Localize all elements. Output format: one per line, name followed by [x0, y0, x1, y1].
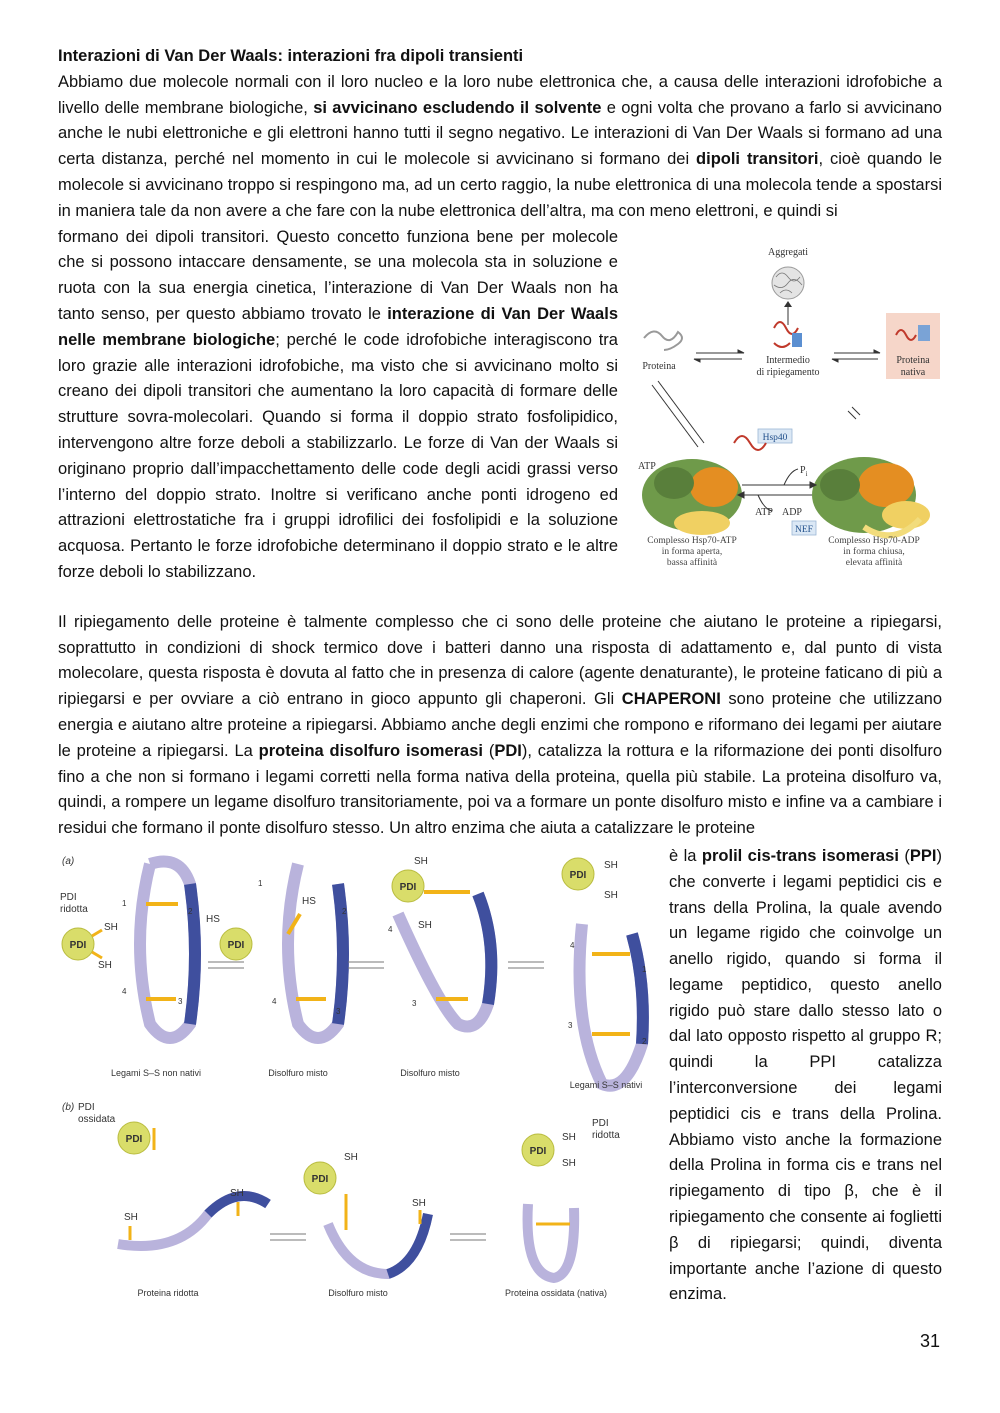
num-2-a2: 2 [342, 906, 347, 916]
text-with-pdi-figure [58, 844, 942, 1308]
page-content [58, 44, 942, 1308]
label-hsp40: Hsp40 [762, 432, 788, 443]
label-nef: NEF [795, 524, 813, 535]
pdi-label-a3: PDI [399, 881, 417, 893]
sh-label-b2-1: SH [344, 1151, 358, 1163]
paragraph-van-der-waals: Abbiamo due molecole normali con il loro nucleo e la loro nube elettronica che, a causa delle interazioni idrofobiche a livello delle membrane biologiche, si avvicinano escludendo il solvente e ogni volta che provano a farlo si avvicinano anche le nubi elettroniche e gli elettroni hanno tutti il segno negativo. Le interazioni di Van Der Waals si formano ad una certa distanza, perché nel momento in cui le molecole si avvicinano si formano dei dipoli transitori, cioè quando le molecole si avvicinano troppo si respingono ma, ad un certo raggio, la nube elettronica di una molecola tende a spostarsi in maniera tale da non avere a che fare con la nube elettronica dell’altra, ma con meno elettroni, e quindi si [58, 72, 942, 220]
label-nativa-2: nativa [900, 366, 926, 378]
sh-label-b1-2: SH [230, 1187, 244, 1199]
caption-b3: Proteina ossidata (nativa) [504, 1287, 608, 1298]
pdi-mechanism-figure [58, 844, 650, 1304]
pdi-ridotta-b-2: ridotta [592, 1129, 620, 1141]
label-pi: $P_i$ [800, 464, 808, 478]
panel-a-label: (a) [62, 855, 75, 867]
sh-label-a1-2: SH [98, 959, 112, 971]
caption-hsp70-atp-2: in forma aperta, [661, 546, 723, 557]
text-with-chaperone-figure [58, 225, 942, 586]
num-4-a1: 4 [122, 986, 127, 996]
num-4-a2: 4 [272, 996, 277, 1006]
num-1-a4: 1 [642, 964, 647, 974]
page-number: 31 [919, 1331, 940, 1351]
pdi-ridotta-b-1: PDI [592, 1117, 609, 1129]
sh-label-a4-2: SH [604, 889, 618, 901]
sh-label-b3-1: SH [562, 1131, 576, 1143]
pdi-label-b2: PDI [311, 1173, 329, 1185]
hs-label-a2-2: HS [302, 895, 316, 907]
label-atp-left: ATP [638, 460, 656, 472]
sh-label-a1-1: SH [104, 921, 118, 933]
sh-label-b1-1: SH [124, 1211, 138, 1223]
caption-hsp70-adp-1: Complesso Hsp70-ADP [828, 535, 920, 546]
num-2-a1: 2 [188, 906, 193, 916]
sh-label-a4-1: SH [604, 859, 618, 871]
pdi-label-b3: PDI [529, 1145, 547, 1157]
paragraph-membrane: formano dei dipoli transitori. Questo concetto funziona bene per molecole che si possono intaccare densamente, se una molecola sta in soluzione e ruota con la sua energia cinetica, l’interazione di Van Der Waals non ha tanto senso, per questo abbiamo trovato le interazione di Van Der Waals nelle membrane biologiche; perché le code idrofobiche interagiscono tra loro grazie alle interazioni idrofobiche, ma visto che si avvicinano molto si creano dei dipoli transitori che aumentano la loro capacità di formare delle strutture sovra-molecolari. Quando si forma il doppio strato fosfolipidico, intervengono altre forze deboli a stabilizzarlo. Le forze di Van der Waals si originano proprio dall’impacchettamento delle code degli acidi grassi verso l’interno del doppio strato. Inoltre si verificano anche ponti idrogeno ed attrazioni elettrostatiche fra i gruppi idrofilici dei fosfolipidi e la soluzione acquosa. Pertanto le forze idrofobiche determinano il doppio strato e le altre forze deboli lo stabilizzano. [58, 227, 618, 581]
label-proteina: Proteina [642, 360, 676, 372]
label-adp: ADP [781, 506, 803, 518]
num-3-a1: 3 [178, 996, 183, 1006]
caption-hsp70-adp-3: elevata affinità [845, 557, 903, 568]
sh-label-a3: SH [414, 855, 428, 867]
num-4-a4: 4 [570, 940, 575, 950]
caption-hsp70-adp-2: in forma chiusa, [843, 546, 905, 557]
caption-a1: Legami S–S non nativi [110, 1067, 202, 1078]
hs-label-a2: HS [206, 913, 220, 925]
paragraph-ppi: è la prolil cis-trans isomerasi (PPI) che converte i legami peptidici cis e trans della Prolina, la quale avendo un legame rigido che coinvolge un anello rigido, quando si forma il legame peptidico, questo anello rigido può stare dallo stesso lato o dal lato opposto rispetto al gruppo R; quindi la PPI catalizza l’interconversione dei legami peptidici cis e trans della Prolina. Abbiamo visto anche la formazione della Prolina in forma cis e trans nel ripiegamento di tipo β, che è il ripiegamento che consente ai foglietti β di ripiegarsi; quindi, diventa importante anche l’azione di questo enzima. [669, 846, 942, 1304]
caption-a3: Disolfuro misto [400, 1067, 460, 1078]
pdi-label-b1: PDI [125, 1133, 143, 1145]
num-1-a1: 1 [122, 898, 127, 908]
num-3-a4: 3 [568, 1020, 573, 1030]
label-aggregati: Aggregati [768, 246, 808, 258]
sh-label-b3-2: SH [562, 1157, 576, 1169]
sh-label-a3-2: SH [418, 919, 432, 931]
label-intermedio-1: Intermedio [766, 354, 810, 366]
caption-a2: Disolfuro misto [268, 1067, 328, 1078]
pdi-label-a1: PDI [69, 939, 87, 951]
num-4-a3: 4 [388, 924, 393, 934]
label-intermedio-2: di ripiegamento [756, 366, 820, 378]
panel-b-label: (b) [62, 1101, 75, 1113]
pdi-ridotta-label-1: PDI [60, 891, 77, 903]
hsp70-chaperone-cycle-figure [634, 233, 942, 578]
num-3-a2: 3 [336, 1006, 341, 1016]
num-3-a3: 3 [412, 998, 417, 1008]
caption-hsp70-atp-3: bassa affinità [666, 557, 718, 568]
pdi-ossidata-label-2: ossidata [78, 1113, 116, 1125]
num-2-a4: 2 [642, 1036, 647, 1046]
paragraph-chaperoni: Il ripiegamento delle proteine è talmente complesso che ci sono delle proteine che aiutano le proteine a ripiegarsi, soprattutto in condizioni di shock termico dove i batteri danno una risposta di adattamento e, dal punto di vista molecolare, questa risposta è dovuta al fatto che in presenza di calore (agente denaturante), le proteine faticano di più a ripiegarsi e per ovviare a ciò entrano in gioco appunto gli chaperoni. Gli CHAPERONI sono proteine che utilizzano energia e aiutano altre proteine a ripiegarsi. Abbiamo anche degli enzimi che rompono e riformano dei legami per aiutare le proteine a ripiegarsi. La proteina disolfuro isomerasi (PDI), catalizza la rottura e la riformazione dei ponti disolfuro fino a che non si formano i legami corretti nella forma nativa della proteina, quella più stabile. La proteina disolfuro va, quindi, a rompere un legame disolfuro transitoriamente, poi va a formare un ponte disolfuro misto e infine va a cambiare i residui che formano il ponte disolfuro stesso. Un altro enzima che aiuta a catalizzare le proteine [58, 612, 942, 838]
caption-hsp70-atp-1: Complesso Hsp70-ATP [647, 535, 737, 546]
section-title: Interazioni di Van Der Waals: interazioni fra dipoli transienti [58, 47, 524, 65]
pdi-label-a4: PDI [569, 869, 587, 881]
caption-b1: Proteina ridotta [137, 1287, 199, 1298]
label-nativa-1: Proteina [896, 354, 930, 366]
pdi-ossidata-label-1: PDI [78, 1101, 95, 1113]
caption-b2: Disolfuro misto [328, 1287, 388, 1298]
pdi-ridotta-label-2: ridotta [60, 903, 88, 915]
label-atp-bottom: ATP [755, 506, 773, 518]
sh-label-b2-2: SH [412, 1197, 426, 1209]
pdi-label-a2: PDI [227, 939, 245, 951]
caption-a4: Legami S–S nativi [569, 1079, 643, 1090]
aggregates-image [772, 267, 804, 299]
num-1-a2: 1 [258, 878, 263, 888]
